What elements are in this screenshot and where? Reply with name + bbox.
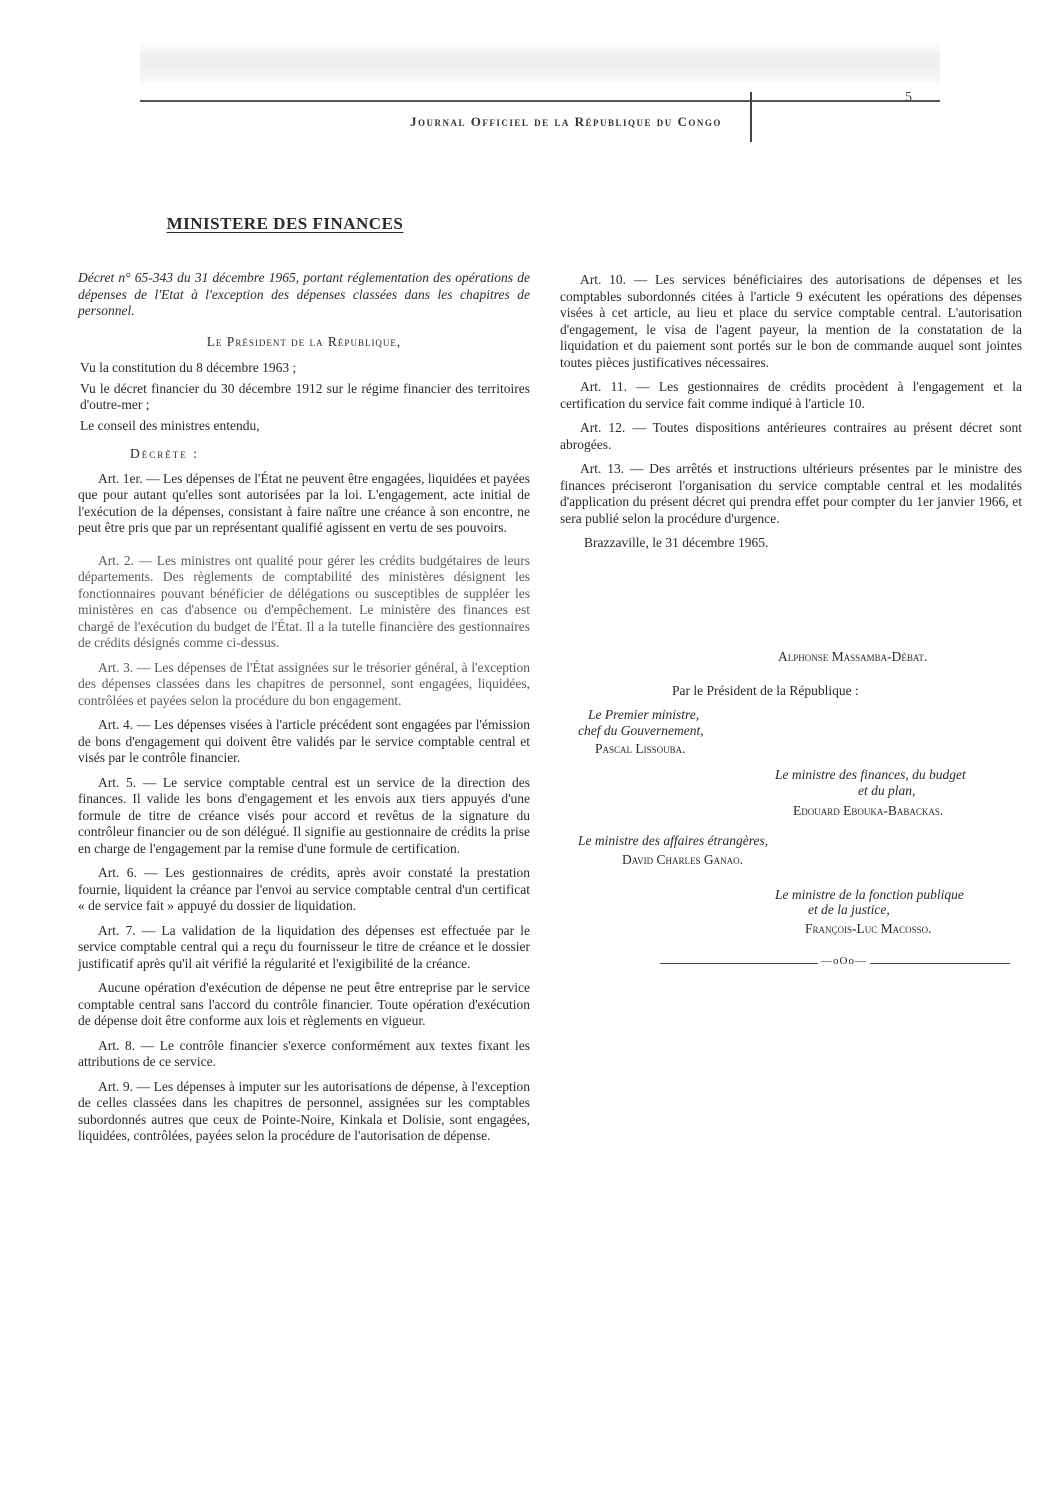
left-column [78, 270, 530, 1153]
article-7: Art. 7. — La validation de la liquidation des dépenses est effectuée par le service comptable central qui a reçu du fournisseur le titre de créance et le dossier justificatif après qu'il ait vérifié la régularité et l'exigibilité de la créance. [78, 922, 530, 971]
header-divider [750, 92, 752, 142]
vu-line: Vu la constitution du 8 décembre 1963 ; [80, 360, 297, 375]
vu-line: Vu le décret financier du 30 décembre 1912 sur le régime financier des territoires d'outre-mer ; [80, 380, 530, 412]
foreign-minister-signature: David Charles Ganao. [622, 852, 743, 867]
ministry-heading: MINISTERE DES FINANCES [166, 214, 404, 233]
foreign-minister-title: Le ministre des affaires étrangères, [578, 833, 769, 848]
closing-ornament: —oOo— [818, 955, 870, 967]
article-13: Art. 13. — Des arrêtés et instructions ultérieurs présentes par le ministre des finances préciseront l'organisation du service comptable central et les modalités d'application du présent décret qui prendra effet pour compter du 1er janvier 1966, et sera publié selon la procédure d'urgence. [560, 461, 1022, 526]
president-line: Le Président de la République, [206, 333, 402, 349]
decree-date: Brazzaville, le 31 décembre 1965. [584, 535, 769, 550]
article-3: Art. 3. — Les dépenses de l'État assignées sur le trésorier général, à l'exception des dépenses classées dans les chapitres de personnel, sont engagées, liquidées, contrôlées et payées selon la procédure du bon engagement. [78, 659, 530, 708]
article-6: Art. 6. — Les gestionnaires de crédits, après avoir constaté la prestation fournie, liquident la créance par l'envoi au service comptable central d'un certificat « de service fait » appuyé du dossier de liquidation. [78, 865, 530, 913]
finance-minister-title: Le ministre des finances, du budget [775, 767, 966, 782]
article-7-paragraph: Aucune opération d'exécution de dépense ne peut être entreprise par le service comptable central sans l'accord du contrôle financier. Toute opération d'exécution de dépense doit être conforme aux lois et règlements en vigueur. [78, 980, 530, 1028]
article-12: Art. 12. — Toutes dispositions antérieures contraires au présent décret sont abrogées. [560, 420, 1022, 452]
finance-minister-signature: Edouard Ebouka-Babackas. [793, 803, 944, 818]
decree-title: Décret n° 65-343 du 31 décembre 1965, portant réglementation des opérations de dépenses de l'Etat à l'exception des dépenses classées dans les chapitres de personnel. [78, 270, 530, 318]
article-1: Art. 1er. — Les dépenses de l'État ne peuvent être engagées, liquidées et payées que pour autant qu'elles sont autorisées par la loi. L'engagement, acte initial de l'exécution de la dépenses, consistant à faire naître une créance à son encontre, ne peut être pris que par un représentant qualifié agissent en vertu de ses pouvoirs. [78, 470, 530, 535]
finance-minister-title: et du plan, [858, 783, 916, 798]
article-9: Art. 9. — Les dépenses à imputer sur les autorisations de dépense, à l'exception de celles classées dans les chapitres de personnel, assignées sur les comptables subordonnés autres que ceux de Pointe-Noire, Kinkala et Dolisie, sont engagées, liquidées, contrôlées, payées selon la procédure de l'autorisation de dépense. [78, 1078, 530, 1143]
journal-title: Journal Officiel de la République du Congo [410, 114, 722, 129]
article-2: Art. 2. — Les ministres ont qualité pour gérer les crédits budgétaires de leurs départements. Des règlements de comptabilité des ministères désignent les fonctionnaires pouvant bénéficier de délégations ou susceptibles de suppléer les ministères en cas d'absence ou d'empêchement. Le ministère des finances est chargé de l'exécution du budget de l'État. Il a la tutelle financière des gestionnaires de crédits désignés comme ci-dessus. [78, 552, 530, 650]
public-service-minister-title: et de la justice, [808, 902, 890, 917]
decrete-line: Décrète : [130, 446, 199, 461]
header-rule [140, 100, 940, 102]
article-11: Art. 11. — Les gestionnaires de crédits procèdent à l'engagement et la certification du service fait comme indiqué à l'article 10. [560, 379, 1022, 411]
pm-title: chef du Gouvernement, [578, 723, 704, 738]
vu-line: Le conseil des ministres entendu, [80, 417, 260, 433]
par-le-president: Par le Président de la République : [672, 683, 859, 698]
article-5: Art. 5. — Le service comptable central est un service de la direction des finances. Il valide les bons d'engagement et les envois aux tiers appuyés d'une formule de titre de créance visés pour accord et revêtus de la signature du contrôleur financier ou de son délégué. Il signifie au gestionnaire de crédits la prise en charge de l'engagement par la remise d'une formule de certification. [78, 774, 530, 856]
pm-signature: Pascal Lissouba. [595, 741, 686, 756]
public-service-minister-title: Le ministre de la fonction publique [775, 887, 964, 902]
article-8: Art. 8. — Le contrôle financier s'exerce conformément aux textes fixant les attributions de ce service. [78, 1037, 530, 1069]
pm-title: Le Premier ministre, [588, 707, 700, 722]
right-column [560, 272, 1022, 560]
article-10: Art. 10. — Les services bénéficiaires des autorisations de dépenses et les comptables subordonnés citées à l'article 9 exécutent les opérations des dépenses visées à cet article, au lieu et place du service comptable central. L'autorisation d'engagement, le visa de l'agent payeur, la mention de la constatation de la liquidation et du paiement sont portés sur le bon de commande auquel sont jointes toutes pièces justificatives nécessaires. [560, 272, 1022, 370]
page-number: 5 [905, 90, 912, 105]
public-service-minister-signature: François-Luc Macosso. [805, 921, 932, 936]
article-4: Art. 4. — Les dépenses visées à l'article précédent sont engagées par l'émission de bons d'engagement qui doivent être validés par le service comptable central et visés par le contrôle financier. [78, 717, 530, 765]
header-smudge [140, 42, 940, 82]
president-signature: Alphonse Massamba-Débat. [778, 649, 928, 664]
